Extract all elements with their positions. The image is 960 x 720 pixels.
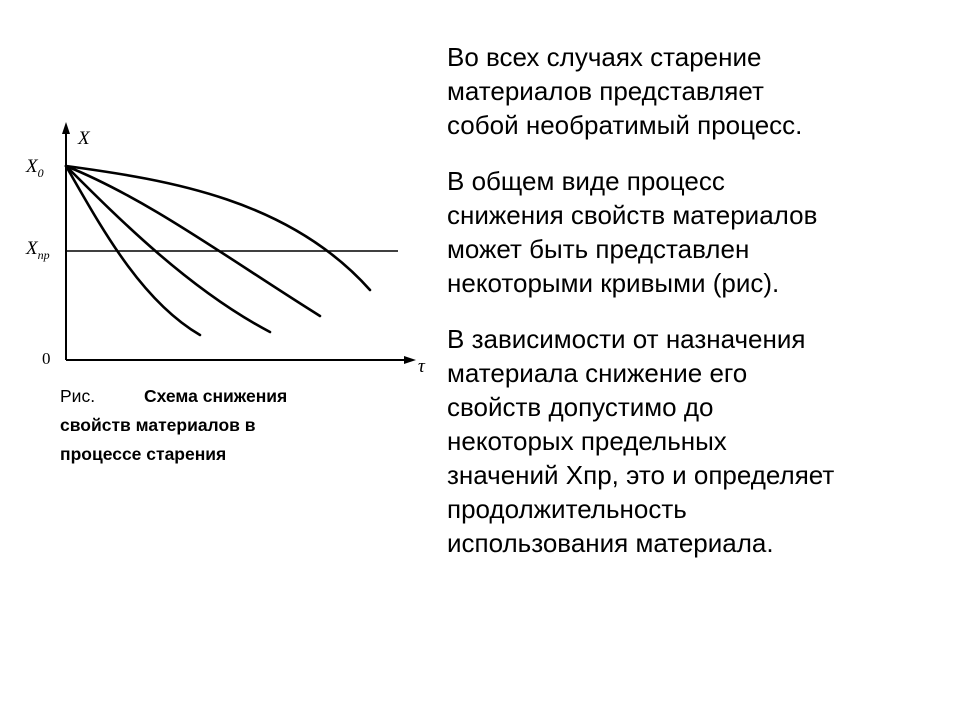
paragraph-line: некоторых предельных [447, 426, 727, 456]
paragraph-line: использования материала. [447, 528, 774, 558]
y-axis-arrow [62, 122, 70, 134]
paragraph-line: значений Хпр, это и определяет [447, 460, 835, 490]
paragraph-line: собой необратимый процесс. [447, 110, 803, 140]
paragraph-line: свойств допустимо до [447, 392, 714, 422]
x-axis-label-tau: τ [418, 356, 425, 377]
y-axis-label: X [78, 128, 90, 149]
figure-caption [60, 382, 360, 469]
aging-diagram [20, 120, 440, 390]
curve-2 [66, 166, 270, 332]
caption-line-3: процессе старения [60, 444, 227, 464]
xpr-label: $X_{пр}$ [26, 238, 50, 262]
origin-label: 0 [42, 349, 51, 368]
paragraph-line: В общем виде процесс [447, 166, 725, 196]
paragraph-line: снижения свойств материалов [447, 200, 818, 230]
paragraph-line: материалов представляет [447, 76, 764, 106]
paragraph-line: В зависимости от назначения [447, 324, 806, 354]
paragraph-line: некоторыми кривыми (рис). [447, 268, 780, 298]
caption-title-part-1: Схема снижения [144, 386, 288, 406]
caption-prefix: Рис. [60, 386, 96, 406]
paragraph-1 [447, 40, 947, 142]
paragraph-line: Во всех случаях старение [447, 42, 762, 72]
x0-label: $X_0$ [26, 156, 44, 180]
caption-line-2: свойств материалов в [60, 415, 256, 435]
x-axis-arrow [404, 356, 416, 364]
paragraph-3 [447, 322, 947, 560]
paragraph-2 [447, 164, 947, 300]
caption-line-1 [60, 382, 360, 411]
paragraph-line: может быть представлен [447, 234, 750, 264]
curve-4 [66, 166, 370, 290]
paragraph-line: материала снижение его [447, 358, 748, 388]
paragraph-line: продолжительность [447, 494, 687, 524]
aging-diagram-svg [20, 120, 440, 390]
main-text [447, 40, 947, 582]
